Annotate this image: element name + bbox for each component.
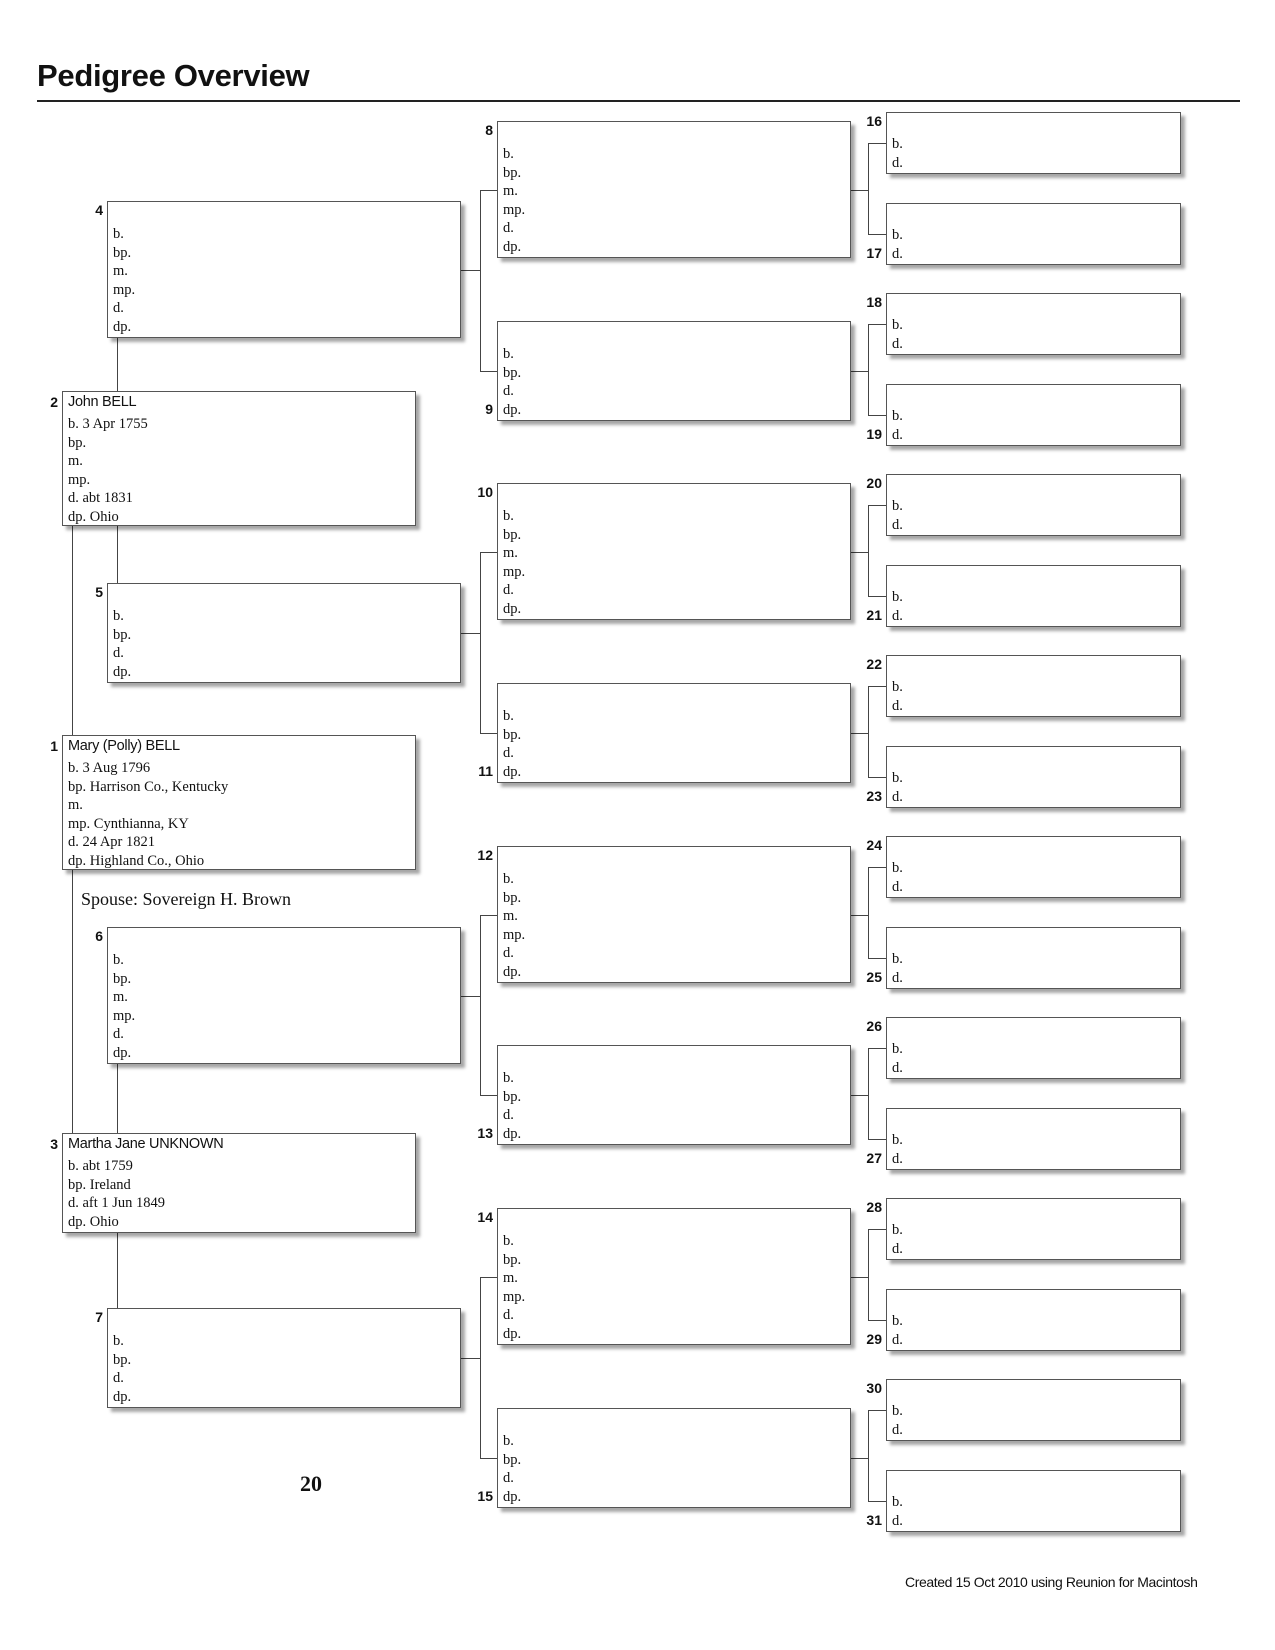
person-field: d. — [892, 1512, 903, 1529]
person-field: b. — [892, 1222, 903, 1238]
connector-line — [868, 324, 869, 415]
person-field: b. — [892, 498, 903, 514]
connector-line — [117, 1064, 118, 1133]
page-title: Pedigree Overview — [37, 58, 310, 93]
person-field: d. abt 1831 — [68, 490, 133, 506]
person-field: d. 24 Apr 1821 — [68, 834, 155, 850]
person-box-11 — [497, 683, 851, 783]
person-name: Mary (Polly) BELL — [68, 738, 180, 754]
person-field: d. — [892, 335, 903, 352]
title-rule — [37, 100, 1240, 102]
person-number-2: 2 — [50, 394, 58, 410]
person-field: bp. Harrison Co., Kentucky — [68, 778, 229, 795]
person-box-17 — [886, 203, 1181, 265]
person-field: b. — [113, 1333, 124, 1349]
person-field: b. — [892, 227, 903, 243]
person-field: d. — [503, 945, 514, 961]
person-number-13: 13 — [477, 1125, 493, 1141]
person-box-26 — [886, 1017, 1181, 1079]
connector-line — [480, 733, 497, 734]
person-box-31 — [886, 1470, 1181, 1532]
person-field: d. aft 1 Jun 1849 — [68, 1195, 166, 1211]
person-number-20: 20 — [866, 475, 882, 491]
person-field: bp. — [503, 1251, 522, 1268]
person-field: m. — [503, 545, 518, 561]
connector-line — [117, 1233, 118, 1308]
connector-line — [868, 505, 869, 596]
person-box-15 — [497, 1408, 851, 1508]
connector-line — [868, 1229, 886, 1230]
person-field: bp. — [68, 434, 87, 451]
person-field: d. — [892, 788, 903, 805]
person-field: bp. — [113, 1351, 132, 1368]
person-box-20 — [886, 474, 1181, 536]
connector-line — [851, 1458, 868, 1459]
connector-line — [868, 1410, 886, 1411]
person-field: b. abt 1759 — [68, 1158, 133, 1174]
connector-line — [480, 915, 497, 916]
person-number-23: 23 — [866, 788, 882, 804]
person-number-4: 4 — [95, 202, 103, 218]
person-field: d. — [113, 645, 124, 661]
person-field: m. — [68, 797, 83, 813]
person-number-12: 12 — [477, 847, 493, 863]
connector-line — [851, 915, 868, 916]
person-name: John BELL — [68, 394, 137, 410]
person-field: d. — [503, 220, 514, 236]
person-box-4 — [107, 201, 461, 338]
connector-line — [868, 1410, 869, 1501]
person-box-12 — [497, 846, 851, 983]
person-field: bp. — [503, 726, 522, 743]
person-field: b. — [503, 1070, 514, 1086]
connector-line — [480, 190, 481, 372]
person-box-21 — [886, 565, 1181, 627]
person-number-31: 31 — [866, 1512, 882, 1528]
person-field: b. — [113, 608, 124, 624]
person-field: d. — [892, 1421, 903, 1438]
person-field: mp. — [503, 1288, 526, 1305]
person-box-16 — [886, 112, 1181, 174]
person-number-19: 19 — [866, 426, 882, 442]
connector-line — [480, 1458, 497, 1459]
connector-line — [480, 552, 481, 734]
connector-line — [868, 777, 886, 778]
connector-line — [868, 596, 886, 597]
connector-line — [117, 338, 118, 391]
connector-line — [868, 867, 869, 958]
person-number-8: 8 — [485, 122, 493, 138]
person-field: m. — [503, 1270, 518, 1286]
connector-line — [868, 234, 886, 235]
person-field: b. — [892, 317, 903, 333]
person-box-10 — [497, 483, 851, 620]
person-field: dp. — [503, 600, 522, 617]
person-number-11: 11 — [478, 763, 493, 779]
person-field: d. — [892, 969, 903, 986]
connector-line — [868, 1048, 869, 1139]
connector-line — [868, 143, 869, 234]
connector-line — [868, 686, 886, 687]
person-field: b. — [892, 1041, 903, 1057]
connector-line — [868, 1139, 886, 1140]
person-box-7 — [107, 1308, 461, 1408]
connector-line — [851, 552, 868, 553]
person-number-24: 24 — [866, 837, 882, 853]
person-name: Martha Jane UNKNOWN — [68, 1136, 224, 1152]
connector-line — [461, 633, 480, 634]
person-box-14 — [497, 1208, 851, 1345]
person-box-8 — [497, 121, 851, 258]
person-field: d. — [113, 300, 124, 316]
connector-line — [868, 958, 886, 959]
person-field: d. — [892, 878, 903, 895]
person-number-14: 14 — [477, 1209, 493, 1225]
person-field: d. — [113, 1026, 124, 1042]
connector-line — [461, 996, 480, 997]
person-box-29 — [886, 1289, 1181, 1351]
person-field: b. — [503, 1433, 514, 1449]
person-field: b. — [892, 1403, 903, 1419]
person-box-1 — [62, 735, 416, 870]
person-field: b. — [503, 508, 514, 524]
person-box-30 — [886, 1379, 1181, 1441]
person-number-25: 25 — [866, 969, 882, 985]
person-box-9 — [497, 321, 851, 421]
person-field: dp. — [503, 401, 522, 418]
person-field: b. — [892, 1313, 903, 1329]
person-field: bp. — [503, 1088, 522, 1105]
connector-line — [117, 526, 118, 583]
person-field: b. — [892, 770, 903, 786]
person-field: dp. — [503, 1125, 522, 1142]
person-box-19 — [886, 384, 1181, 446]
person-field: b. — [892, 136, 903, 152]
person-field: d. — [892, 245, 903, 262]
person-field: m. — [68, 453, 83, 469]
person-field: bp. — [503, 364, 522, 381]
person-field: d. — [503, 1107, 514, 1123]
person-box-27 — [886, 1108, 1181, 1170]
page-number: 20 — [300, 1471, 322, 1496]
person-field: d. — [892, 607, 903, 624]
person-field: d. — [503, 1470, 514, 1486]
person-field: b. — [503, 1233, 514, 1249]
connector-line — [868, 686, 869, 777]
person-number-26: 26 — [866, 1018, 882, 1034]
person-field: mp. — [503, 926, 526, 943]
connector-line — [851, 733, 868, 734]
person-field: bp. — [113, 970, 132, 987]
person-number-29: 29 — [866, 1331, 882, 1347]
person-field: d. — [503, 1307, 514, 1323]
person-field: b. — [892, 951, 903, 967]
person-box-5 — [107, 583, 461, 683]
person-field: b. — [503, 146, 514, 162]
connector-line — [480, 190, 497, 191]
person-field: b. — [503, 871, 514, 887]
person-field: mp. — [68, 471, 91, 488]
person-box-23 — [886, 746, 1181, 808]
person-field: d. — [892, 1059, 903, 1076]
connector-line — [851, 371, 868, 372]
person-field: mp. — [503, 563, 526, 580]
connector-line — [851, 1095, 868, 1096]
connector-line — [868, 1320, 886, 1321]
person-field: dp. — [113, 663, 132, 680]
person-field: b. — [892, 679, 903, 695]
connector-line — [480, 1095, 497, 1096]
connector-line — [480, 371, 497, 372]
person-field: b. — [503, 708, 514, 724]
person-field: dp. — [503, 238, 522, 255]
person-box-28 — [886, 1198, 1181, 1260]
person-field: d. — [892, 1240, 903, 1257]
person-number-15: 15 — [477, 1488, 493, 1504]
person-field: dp. Ohio — [68, 508, 119, 525]
person-number-6: 6 — [95, 928, 103, 944]
person-box-18 — [886, 293, 1181, 355]
person-field: bp. — [113, 626, 132, 643]
person-field: dp. Ohio — [68, 1213, 119, 1230]
person-number-18: 18 — [866, 294, 882, 310]
person-field: d. — [892, 154, 903, 171]
person-field: mp. — [113, 281, 136, 298]
connector-line — [461, 1358, 480, 1359]
connector-line — [868, 324, 886, 325]
person-field: dp. — [503, 963, 522, 980]
person-field: dp. — [503, 1488, 522, 1505]
person-field: m. — [503, 183, 518, 199]
person-box-25 — [886, 927, 1181, 989]
person-number-28: 28 — [866, 1199, 882, 1215]
person-box-3 — [62, 1133, 416, 1233]
person-field: d. — [892, 697, 903, 714]
connector-line — [868, 1048, 886, 1049]
person-number-30: 30 — [866, 1380, 882, 1396]
person-number-17: 17 — [866, 245, 882, 261]
person-field: b. — [503, 346, 514, 362]
person-box-2 — [62, 391, 416, 526]
person-number-1: 1 — [50, 738, 58, 754]
person-field: b. 3 Apr 1755 — [68, 416, 148, 432]
spouse-note: Spouse: Sovereign H. Brown — [81, 889, 291, 909]
person-field: d. — [892, 516, 903, 533]
connector-line — [851, 190, 868, 191]
person-field: dp. Highland Co., Ohio — [68, 852, 205, 869]
person-field: bp. Ireland — [68, 1176, 131, 1193]
person-field: dp. — [113, 318, 132, 335]
person-field: m. — [113, 263, 128, 279]
person-number-21: 21 — [866, 607, 882, 623]
connector-line — [480, 552, 497, 553]
person-field: b. — [892, 860, 903, 876]
connector-line — [868, 1501, 886, 1502]
footer-credit: Created 15 Oct 2010 using Reunion for Macintosh — [905, 1574, 1198, 1590]
connector-line — [480, 1277, 481, 1459]
person-field: mp. — [503, 201, 526, 218]
person-field: bp. — [503, 1451, 522, 1468]
connector-line — [851, 1277, 868, 1278]
person-field: d. — [503, 745, 514, 761]
person-field: d. — [892, 1331, 903, 1348]
connector-line — [480, 1277, 497, 1278]
person-field: b. — [113, 952, 124, 968]
person-field: b. — [892, 1132, 903, 1148]
connector-line — [480, 915, 481, 1096]
person-field: d. — [503, 383, 514, 399]
person-field: d. — [892, 1150, 903, 1167]
person-field: bp. — [503, 164, 522, 181]
person-field: b. — [892, 408, 903, 424]
person-field: b. 3 Aug 1796 — [68, 760, 151, 776]
person-field: d. — [113, 1370, 124, 1386]
person-box-22 — [886, 655, 1181, 717]
person-field: m. — [503, 908, 518, 924]
person-box-6 — [107, 927, 461, 1064]
person-box-24 — [886, 836, 1181, 898]
connector-line — [868, 867, 886, 868]
person-number-16: 16 — [866, 113, 882, 129]
person-field: d. — [892, 426, 903, 443]
person-field: bp. — [503, 526, 522, 543]
person-field: bp. — [503, 889, 522, 906]
person-field: dp. — [503, 763, 522, 780]
connector-line — [868, 415, 886, 416]
person-number-5: 5 — [95, 584, 103, 600]
connector-line — [868, 505, 886, 506]
person-number-10: 10 — [477, 484, 493, 500]
person-field: dp. — [503, 1325, 522, 1342]
connector-line — [461, 270, 480, 271]
person-number-27: 27 — [866, 1150, 882, 1166]
person-field: dp. — [113, 1388, 132, 1405]
person-number-3: 3 — [50, 1136, 58, 1152]
person-number-7: 7 — [95, 1309, 103, 1325]
person-field: b. — [113, 226, 124, 242]
connector-line — [868, 1229, 869, 1320]
person-field: d. — [503, 582, 514, 598]
connector-line — [868, 143, 886, 144]
person-field: m. — [113, 989, 128, 1005]
person-field: bp. — [113, 244, 132, 261]
person-field: b. — [892, 1494, 903, 1510]
person-number-22: 22 — [866, 656, 882, 672]
person-box-13 — [497, 1045, 851, 1145]
person-field: mp. — [113, 1007, 136, 1024]
person-field: b. — [892, 589, 903, 605]
person-field: dp. — [113, 1044, 132, 1061]
person-field: mp. Cynthianna, KY — [68, 815, 189, 832]
person-number-9: 9 — [485, 401, 493, 417]
